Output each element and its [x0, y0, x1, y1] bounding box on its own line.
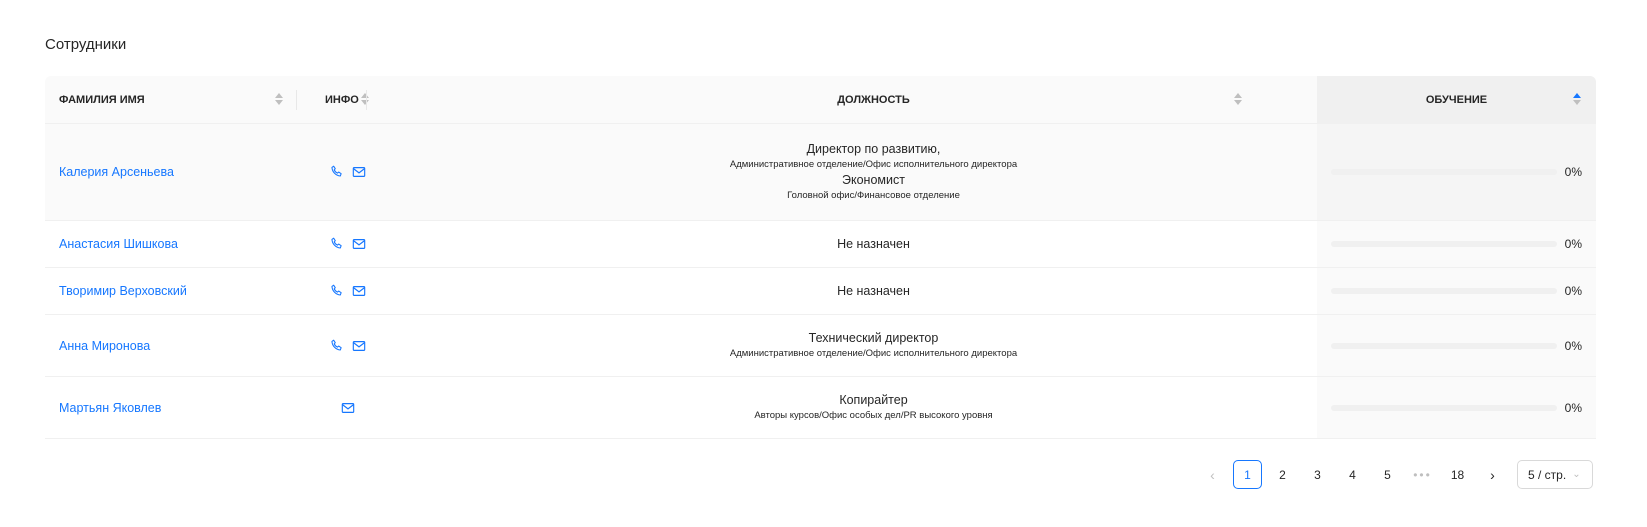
- mail-icon[interactable]: [352, 284, 366, 298]
- page-title: Сотрудники: [45, 36, 127, 53]
- chevron-left-icon[interactable]: ‹: [1210, 466, 1215, 483]
- table-row: [45, 377, 1596, 439]
- contact-info: [311, 221, 385, 267]
- page-4[interactable]: 4: [1349, 467, 1356, 482]
- contact-info: [311, 377, 385, 438]
- position-title: Директор по развитию,: [806, 142, 941, 156]
- position-cell: [385, 124, 1362, 220]
- table-row: [45, 268, 1596, 315]
- page-size-select[interactable]: [1517, 460, 1593, 489]
- page-3[interactable]: 3: [1314, 467, 1321, 482]
- page-last[interactable]: 18: [1450, 467, 1465, 482]
- sort-active-icon[interactable]: [1573, 92, 1581, 108]
- position-title: Не назначен: [837, 236, 910, 251]
- column-divider: [366, 90, 367, 110]
- table-body: [45, 124, 1596, 439]
- progress-percent: 0%: [1564, 400, 1582, 415]
- training-progress: [1317, 268, 1596, 314]
- position-department: Административное отделение/Офис исполнительного директора: [729, 159, 1018, 170]
- training-progress: [1317, 221, 1596, 267]
- mail-icon[interactable]: [352, 237, 366, 251]
- progress-percent: 0%: [1564, 338, 1582, 353]
- position-department: Авторы курсов/Офис особых дел/PR высокого уровня: [754, 410, 993, 421]
- progress-bar: [1331, 288, 1557, 294]
- column-header-position-label: ДОЛЖНОСТЬ: [837, 94, 910, 106]
- sort-icon[interactable]: [1234, 92, 1242, 108]
- page-2[interactable]: 2: [1279, 467, 1286, 482]
- column-header-name-label: ФАМИЛИЯ ИМЯ: [59, 94, 145, 106]
- phone-icon[interactable]: [330, 284, 344, 298]
- progress-bar: [1331, 169, 1557, 175]
- column-header-training[interactable]: [1317, 76, 1596, 124]
- position-department: Головной офис/Финансовое отделение: [787, 190, 960, 201]
- page-5[interactable]: 5: [1384, 467, 1391, 482]
- position-title: Не назначен: [837, 283, 910, 298]
- employee-name-link[interactable]: Анастасия Шишкова: [59, 237, 178, 251]
- position-department: Административное отделение/Офис исполнительного директора: [729, 348, 1018, 359]
- pagination: [1198, 460, 1593, 489]
- sort-icon[interactable]: [275, 92, 283, 108]
- employees-table: [45, 76, 1596, 439]
- contact-info: [311, 268, 385, 314]
- mail-icon[interactable]: [352, 339, 366, 353]
- position-title: Экономист: [842, 173, 905, 187]
- position-cell: [385, 268, 1362, 314]
- column-header-position[interactable]: [385, 76, 1362, 124]
- mail-icon[interactable]: [341, 401, 355, 415]
- phone-icon[interactable]: [330, 165, 344, 179]
- sort-icon[interactable]: [361, 92, 369, 108]
- progress-percent: 0%: [1564, 284, 1582, 298]
- progress-bar: [1331, 343, 1557, 349]
- progress-bar: [1331, 405, 1557, 411]
- table-row: [45, 124, 1596, 221]
- position-cell: [385, 315, 1362, 376]
- table-row: [45, 221, 1596, 268]
- employee-name-link[interactable]: Калерия Арсеньева: [59, 165, 174, 179]
- column-header-info[interactable]: [311, 76, 385, 124]
- position-cell: [385, 221, 1362, 267]
- contact-info: [311, 124, 385, 220]
- training-progress: [1317, 124, 1596, 220]
- employee-name-link[interactable]: Творимир Верховский: [59, 284, 187, 298]
- phone-icon[interactable]: [330, 339, 344, 353]
- position-title: Технический директор: [808, 331, 939, 345]
- pagination-ellipsis[interactable]: •••: [1413, 467, 1432, 482]
- position-title: Копирайтер: [839, 393, 908, 407]
- column-header-info-label: ИНФО: [325, 94, 359, 106]
- progress-percent: 0%: [1564, 165, 1582, 179]
- contact-info: [311, 315, 385, 376]
- table-header: [45, 76, 1596, 124]
- progress-percent: 0%: [1564, 237, 1582, 251]
- employee-name-link[interactable]: Мартьян Яковлев: [59, 400, 162, 415]
- phone-icon[interactable]: [330, 237, 344, 251]
- column-divider: [296, 90, 297, 110]
- chevron-right-icon[interactable]: ›: [1490, 466, 1495, 483]
- employee-name-link[interactable]: Анна Миронова: [59, 338, 151, 353]
- chevron-down-icon: ⌄: [1572, 469, 1581, 480]
- column-header-name[interactable]: [45, 76, 310, 124]
- training-progress: [1317, 377, 1596, 438]
- progress-bar: [1331, 241, 1557, 247]
- table-row: [45, 315, 1596, 377]
- page-size-value: 5 / стр.: [1528, 467, 1567, 482]
- training-progress: [1317, 315, 1596, 376]
- column-header-training-label: ОБУЧЕНИЕ: [1425, 94, 1488, 106]
- page-1[interactable]: 1: [1233, 460, 1262, 489]
- position-cell: [385, 377, 1362, 438]
- mail-icon[interactable]: [352, 165, 366, 179]
